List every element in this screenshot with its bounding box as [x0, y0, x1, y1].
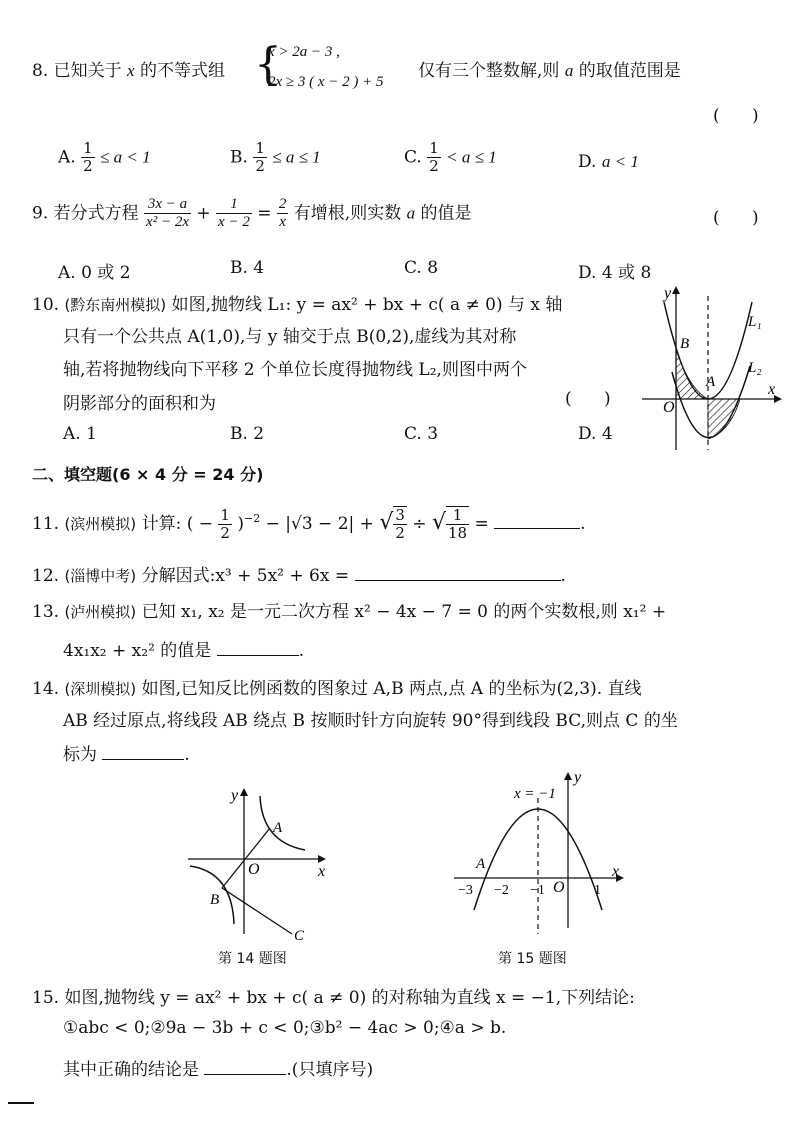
answer-blank[interactable]: [217, 655, 299, 656]
q14-line1: 14. (深圳模拟) 如图,已知反比例函数的图象过 A,B 两点,点 A 的坐标为(2,3). 直线: [32, 679, 642, 699]
q11-source: (滨州模拟): [64, 514, 137, 533]
shaded-region-right: [708, 399, 740, 439]
q8-number: 8.: [32, 61, 49, 81]
q10-option-d: D. 4: [578, 424, 613, 444]
figure-15: [450, 768, 630, 938]
label-B: B: [210, 892, 220, 908]
q10-option-a: A. 1: [63, 424, 97, 444]
q13-number: 13.: [32, 602, 60, 622]
figure-15-caption: 第 15 题图: [498, 951, 567, 967]
fraction: $\frac{1}{2}$: [220, 505, 230, 542]
q8-option-d: D. a < 1: [578, 152, 639, 172]
label-C: C: [294, 928, 305, 944]
tick-minus1: −1: [530, 883, 545, 898]
q8-system-line1: x > 2a − 3 ,: [268, 44, 340, 60]
tick-1: 1: [594, 883, 601, 898]
label-A: A: [273, 820, 283, 836]
segment-AB: [222, 828, 270, 888]
q8-option-c: C. $\frac{1}{2}$ < a ≤ 1: [404, 139, 497, 176]
q13-line2: 4x₁x₂ + x₂² 的值是 .: [63, 641, 305, 661]
y-axis-arrow: [564, 772, 572, 780]
q13-source: (泸州模拟): [64, 603, 137, 621]
radical: √: [379, 509, 394, 535]
q10-line4: 阴影部分的面积和为: [63, 394, 216, 414]
q9-option-c: C. 8: [404, 258, 439, 278]
q12-number: 12.: [32, 566, 60, 586]
label-L2: L₂: [748, 360, 762, 376]
label-A: A: [476, 856, 486, 872]
fraction: $\frac{2}{x}$: [278, 196, 287, 231]
q10-answer-paren: ( ): [565, 389, 611, 409]
q14-source: (深圳模拟): [64, 680, 137, 698]
q10-number: 10.: [32, 295, 60, 315]
hyperbola-branch-1: [260, 796, 305, 850]
shaded-region-left: [676, 350, 708, 399]
fraction: $\frac{1}{2}$: [83, 139, 93, 176]
q8-answer-paren: ( ): [713, 106, 759, 126]
q9-option-d: D. 4 或 8: [578, 263, 652, 283]
label-x: x: [768, 381, 776, 398]
q9-answer-paren: ( ): [713, 208, 759, 228]
q9-stem: 9. 若分式方程 $\frac{3x - a}{\text{x² − 2x}}$ + $\frac{1}{x - 2}$ = $\frac{2}{x}$ 有增根,则实数 a 的值是: [32, 196, 472, 231]
fraction: $\frac{3}{2}$: [395, 506, 405, 543]
q15-number: 15.: [32, 988, 60, 1008]
label-O: O: [663, 399, 675, 416]
label-A: A: [706, 374, 716, 390]
q15-line3: 其中正确的结论是 .(只填序号): [63, 1060, 374, 1080]
label-y: y: [664, 285, 672, 302]
y-axis-arrow: [672, 286, 680, 294]
q12-source: (淄博中考): [64, 567, 137, 585]
x-axis-arrow: [318, 855, 326, 863]
answer-blank[interactable]: [494, 528, 580, 529]
q15-line2: ①abc < 0;②9a − 3b + c < 0;③b² − 4ac > 0;④a > b.: [63, 1018, 507, 1038]
q13-line1: 13. (泸州模拟) 已知 x₁, x₂ 是一元二次方程 x² − 4x − 7 = 0 的两个实数根,则 x₁² +: [32, 602, 667, 622]
q9-option-b: B. 4: [230, 258, 265, 278]
q10-option-c: C. 3: [404, 424, 439, 444]
fraction: $\frac{1}{2}$: [429, 139, 439, 176]
q14-line3: 标为 .: [63, 745, 190, 765]
y-axis-arrow: [240, 788, 248, 796]
section-heading: 二、填空题(6 × 4 分 = 24 分): [32, 465, 264, 484]
page-footer-dash: [8, 1102, 34, 1104]
label-O: O: [248, 861, 260, 878]
q9-option-a: A. 0 或 2: [58, 263, 131, 283]
fraction: $\frac{1}{18}$: [447, 506, 468, 543]
q8-stem: 8. 已知关于 x 的不等式组: [32, 61, 225, 81]
label-x: x: [612, 863, 620, 880]
q8-option-b: B. $\frac{1}{2}$ ≤ a ≤ 1: [230, 139, 321, 176]
answer-blank[interactable]: [102, 759, 184, 760]
label-O: O: [553, 879, 565, 896]
q10-line3: 轴,若将抛物线向下平移 2 个单位长度得抛物线 L₂,则图中两个: [63, 360, 527, 380]
q14-line2: AB 经过原点,将线段 AB 绕点 B 按顺时针方向旋转 90°得到线段 BC,则点 C 的坐: [63, 711, 678, 731]
answer-blank[interactable]: [355, 580, 561, 581]
label-axis: x = −1: [514, 786, 556, 802]
tick-minus2: −2: [494, 883, 509, 898]
q8-system-line2: 2x ≥ 3 ( x − 2 ) + 5: [268, 74, 384, 90]
label-y: y: [231, 787, 239, 804]
answer-blank[interactable]: [204, 1074, 286, 1075]
fraction: $\frac{1}{x - 2}$: [218, 196, 250, 231]
fraction: $\frac{1}{2}$: [255, 139, 265, 176]
label-y: y: [574, 769, 582, 786]
q10-option-b: B. 2: [230, 424, 265, 444]
q8-stem-end: 仅有三个整数解,则 a 的取值范围是: [418, 61, 681, 81]
fraction: $\frac{3x - a}{\text{x² − 2x}}$: [146, 196, 189, 231]
q10-source: (黔东南州模拟): [64, 296, 167, 314]
q9-number: 9.: [32, 203, 49, 224]
q8-brace: {: [254, 39, 282, 90]
q10-line1: 10. (黔东南州模拟) 如图,抛物线 L₁: y = ax² + bx + c( a ≠ 0) 与 x 轴: [32, 295, 563, 315]
tick-minus3: −3: [458, 883, 473, 898]
q12-line: 12. (淄博中考) 分解因式:x³ + 5x² + 6x = .: [32, 566, 566, 586]
q10-line2: 只有一个公共点 A(1,0),与 y 轴交于点 B(0,2),虚线为其对称: [63, 327, 517, 347]
q10-figure: [634, 282, 784, 454]
q11-line: 11. (滨州模拟) 计算: ( − $\frac{1}{2}$ )$^{-2}$ − |√3 − 2| + √ $\frac{3}{2}$ ÷ √ $\frac{1}{18}$ = .: [32, 505, 586, 543]
q15-line1: 15. 如图,抛物线 y = ax² + bx + c( a ≠ 0) 的对称轴为直线 x = −1,下列结论:: [32, 988, 635, 1008]
q8-option-a: A. $\frac{1}{2}$ ≤ a < 1: [58, 139, 151, 176]
radical: √: [431, 509, 446, 535]
figure-14: [180, 784, 340, 944]
label-B: B: [680, 336, 690, 352]
label-x: x: [318, 863, 326, 880]
figure-14-caption: 第 14 题图: [218, 951, 287, 967]
q14-number: 14.: [32, 679, 60, 699]
q11-number: 11.: [32, 513, 60, 534]
x-axis-arrow: [774, 395, 782, 403]
label-L1: L₁: [748, 314, 762, 330]
